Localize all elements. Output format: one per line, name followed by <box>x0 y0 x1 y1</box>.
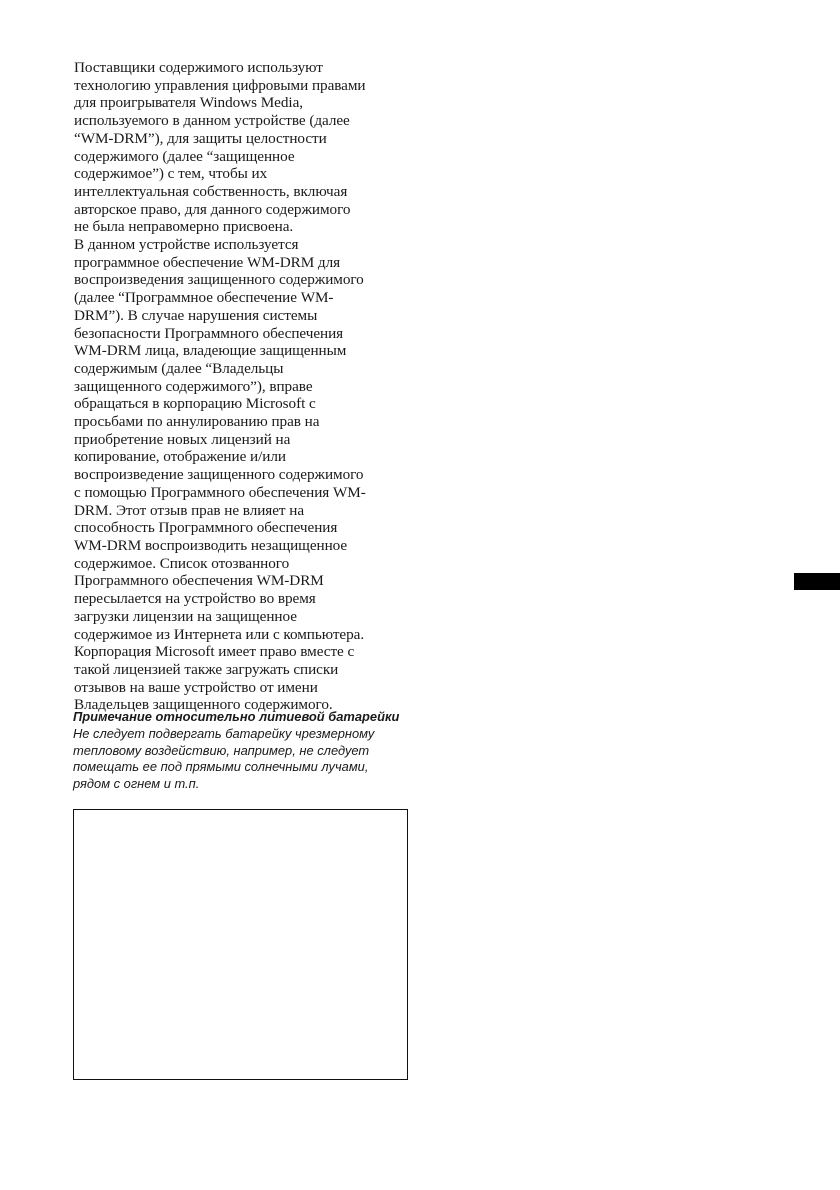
text-line: воспроизведение защищенного содержимого <box>74 466 364 484</box>
battery-note-line: рядом с огнем и т.п. <box>73 776 200 792</box>
text-line: загрузки лицензии на защищенное <box>74 607 297 625</box>
text-line: технологию управления цифровыми правами <box>74 76 366 94</box>
text-line: DRM. Этот отзыв прав не влияет на <box>74 501 305 519</box>
section-tab-marker <box>794 573 840 590</box>
text-line: пересылается на устройство во время <box>74 590 316 608</box>
text-line: используемого в данном устройстве (далее <box>74 112 350 130</box>
text-line: авторское право, для данного содержимого <box>74 200 351 218</box>
text-line: копирование, отображение и/или <box>74 448 286 466</box>
text-line: “WM-DRM”), для защиты целостности <box>74 129 327 147</box>
text-line: программное обеспечение WM-DRM для <box>74 253 341 271</box>
text-line: В данном устройстве используется <box>74 236 299 254</box>
battery-note-line: Не следует подвергать батарейку чрезмерному <box>73 725 375 741</box>
text-line: безопасности Программного обеспечения <box>74 324 344 342</box>
main-paragraph <box>74 59 414 714</box>
text-line: просьбами по аннулированию прав на <box>74 413 320 431</box>
battery-note-line: помещать ее под прямыми солнечными лучами, <box>73 759 369 775</box>
text-line: содержимого (далее “защищенное <box>74 147 295 165</box>
text-line: содержимое. Список отозванного <box>74 554 290 572</box>
text-line: защищенного содержимого”), вправе <box>74 377 313 395</box>
text-line: содержимое”) с тем, чтобы их <box>74 165 268 183</box>
text-line: с помощью Программного обеспечения WM- <box>74 483 366 501</box>
text-line: такой лицензией также загружать списки <box>74 660 339 678</box>
battery-note-line: тепловому воздействию, например, не следует <box>73 742 370 758</box>
text-line: DRM”). В случае нарушения системы <box>74 306 318 324</box>
text-line: Программного обеспечения WM-DRM <box>74 572 324 590</box>
text-line: воспроизведения защищенного содержимого <box>74 271 364 289</box>
text-line: (далее “Программное обеспечение WM- <box>74 289 334 307</box>
text-line: Корпорация Microsoft имеет право вместе с <box>74 643 355 661</box>
text-line: содержимым (далее “Владельцы <box>74 359 284 377</box>
battery-note <box>73 709 418 793</box>
text-line: обращаться в корпорацию Microsoft с <box>74 395 316 413</box>
text-line: Владельцев защищенного содержимого. <box>74 696 333 714</box>
text-line: Поставщики содержимого используют <box>74 59 323 76</box>
text-line: отзывов на ваше устройство от имени <box>74 678 318 696</box>
battery-note-title: Примечание относительно литиевой батарейки <box>73 709 400 724</box>
text-line: не была неправомерно присвоена. <box>74 218 294 236</box>
empty-framed-box <box>73 809 408 1080</box>
text-line: содержимое из Интернета или с компьютера. <box>74 625 365 643</box>
text-line: интеллектуальная собственность, включая <box>74 182 348 200</box>
text-line: WM-DRM воспроизводить незащищенное <box>74 536 348 554</box>
text-line: способность Программного обеспечения <box>74 519 338 537</box>
text-line: WM-DRM лица, владеющие защищенным <box>74 342 347 360</box>
text-line: приобретение новых лицензий на <box>74 430 291 448</box>
text-line: для проигрывателя Windows Media, <box>74 94 304 112</box>
